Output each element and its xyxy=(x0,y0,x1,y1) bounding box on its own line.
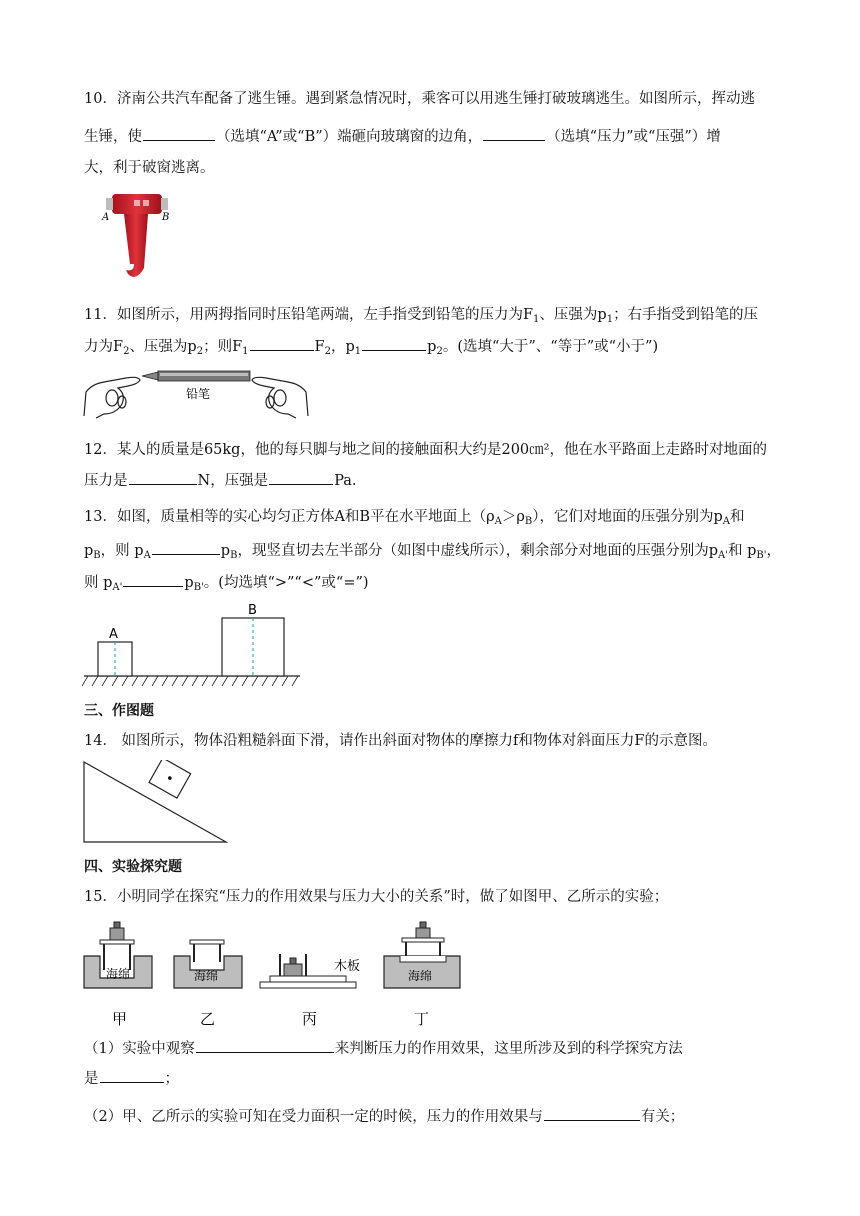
label-ding: 丁 xyxy=(414,1010,430,1028)
q12-blank-1[interactable] xyxy=(129,470,197,485)
q15-intro: 15．小明同学在探究“压力的作用效果与压力大小的关系”时，做了如图甲、乙所示的实验； xyxy=(84,889,669,905)
q15-part2-line: （2）甲、乙所示的实验可知在受力面积一定的时候，压力的作用效果与 有关； xyxy=(84,1106,684,1128)
q13-line-1: 13．如图，质量相等的实心均匀正方体A和B平在水平地面上$(\rho_A>\rho_B)$，它们对地面的压强分别为$p_A$和 xyxy=(84,509,745,527)
experiment-figure xyxy=(80,918,470,1030)
q15-part1-line-1: （1）实验中观察 来判断压力的作用效果，这里所涉及到的科学探究方法 xyxy=(84,1038,683,1060)
q10-line-2: 生锤，使 （选填“A”或“B”）端砸向玻璃窗的边角， （选填“压力”或“压强”）增 xyxy=(84,126,721,148)
setup-bing xyxy=(260,954,360,988)
q13-line-3: 则 $p_{A'}$ $p_{B'}$。(均选填“>”“<”或“=”) xyxy=(84,572,369,599)
section-heading-4: 四、实验探究题 xyxy=(84,859,182,875)
q14-line-1: 14． 如图所示，物体沿粗糙斜面下滑，请作出斜面对物体的摩擦力f和物体对斜面压力F的示意图。 xyxy=(84,733,717,749)
hammer-tip-b xyxy=(161,198,168,210)
label-jia: 甲 xyxy=(112,1010,128,1028)
cube-a-label: A xyxy=(109,627,118,642)
pencil-hands-figure xyxy=(82,364,310,422)
q12-line-1: 12．某人的质量是65kg，他的每只脚与地之间的接触面积大约是200㎝²，他在水平路面上走路时对地面的 xyxy=(84,442,767,458)
pencil-tip xyxy=(142,372,158,380)
q11-line-2: 力为$F_2$、压强为$p_2$；则$F_1$ $F_2$，$p_1$ $p_2$。(选填“大于”、“等于”或“小于”) xyxy=(84,336,658,363)
q13-blank-2[interactable] xyxy=(123,572,183,587)
q11-blank-2[interactable] xyxy=(362,336,426,351)
section-heading-3: 三、作图题 xyxy=(84,703,154,719)
svg-text:海绵: 海绵 xyxy=(106,967,131,981)
q12-line-2: 压力是 N，压强是 Pa. xyxy=(84,470,357,492)
q10-line-1: 10．济南公共汽车配备了逃生锤。遇到紧急情况时，乘客可以用逃生锤打破玻璃逃生。如图所示，挥动逃 xyxy=(84,91,755,107)
svg-text:海绵: 海绵 xyxy=(194,969,219,983)
cube-b-label: B xyxy=(248,603,257,618)
setup-yi xyxy=(174,940,242,988)
q13-blank-1[interactable] xyxy=(152,540,220,555)
cube-a xyxy=(98,642,132,676)
q10-blank-2[interactable] xyxy=(483,126,545,141)
incline-figure xyxy=(82,760,230,846)
q15-blank-2[interactable] xyxy=(100,1068,164,1083)
q15-blank-3[interactable] xyxy=(544,1106,640,1121)
right-hand xyxy=(252,377,308,418)
q15-part1-line-2: 是 ； xyxy=(84,1068,179,1090)
label-a: A xyxy=(102,212,110,223)
q11-line-1: 11．如图所示，用两拇指同时压铅笔两端，左手指受到铅笔的压力为$F_1$、压强为$p_1$；右手指受到铅笔的压 xyxy=(84,307,759,325)
left-hand xyxy=(84,377,140,418)
ground-hatching xyxy=(82,676,298,686)
escape-hammer-figure xyxy=(100,190,180,290)
q12-blank-2[interactable] xyxy=(269,470,333,485)
label-b: B xyxy=(162,212,170,223)
hammer-handle xyxy=(124,214,148,277)
q11-blank-1[interactable] xyxy=(250,336,314,351)
label-bing: 丙 xyxy=(302,1010,318,1028)
q13-line-2: $p_B$，则 $p_A$ $p_B$，现竖直切去左半部分（如图中虚线所示），剩余部分对地面的压强分别为$p_{A'}$和 $p_{B'}$， xyxy=(84,540,781,567)
q15-blank-1[interactable] xyxy=(196,1038,334,1053)
q10-line-3: 大，利于破窗逃离。 xyxy=(84,160,215,176)
hammer-tip-a xyxy=(106,198,113,210)
setup-ding xyxy=(384,922,460,988)
cubes-figure xyxy=(82,600,304,692)
setup-jia xyxy=(84,922,152,988)
label-yi: 乙 xyxy=(200,1010,216,1028)
pencil-label: 铅笔 xyxy=(186,387,211,401)
svg-text:木板: 木板 xyxy=(334,959,361,974)
q10-blank-1[interactable] xyxy=(143,126,215,141)
svg-text:海绵: 海绵 xyxy=(408,969,433,983)
